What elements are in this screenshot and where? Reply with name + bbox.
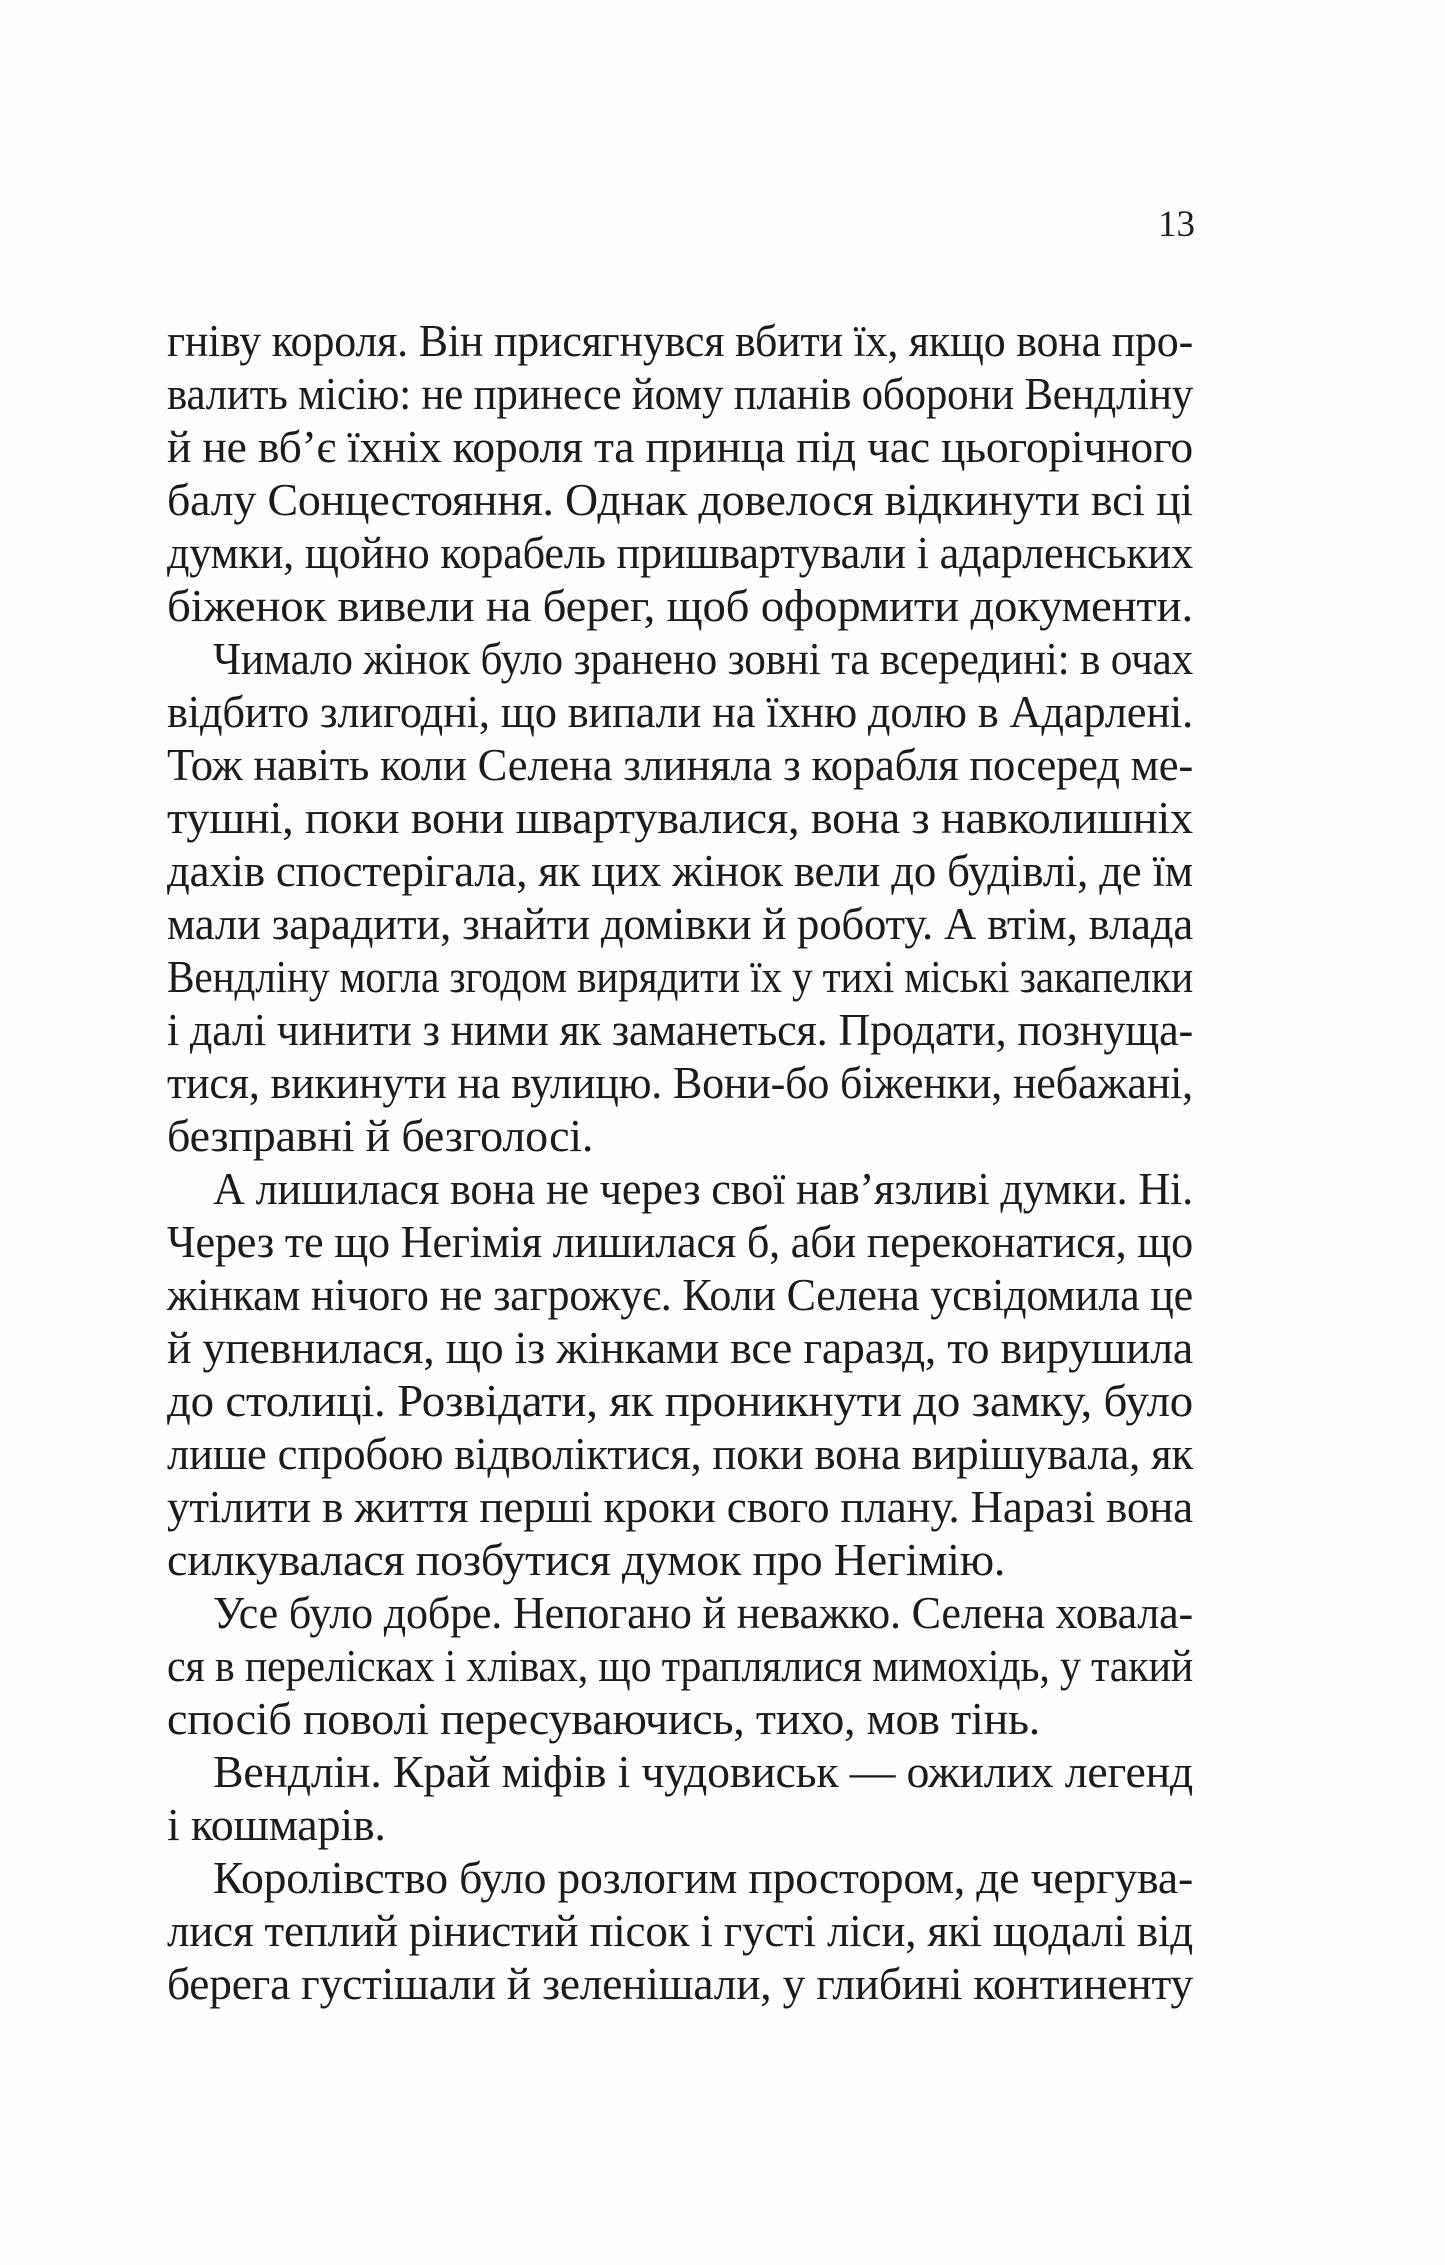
text-line: Королівство було розлогим простором, де чергува- bbox=[213, 1852, 1193, 1903]
text-line: думки, щойно корабель пришвартували і адарленських bbox=[167, 527, 1193, 578]
text-line: і кошмарів. bbox=[167, 1799, 386, 1850]
text-line: берега густішали й зеленішали, у глибині континенту bbox=[167, 1958, 1193, 2009]
text-line: жінкам нічого не загрожує. Коли Селена усвідомила це bbox=[167, 1269, 1193, 1320]
text-line: Чимало жінок було зранено зовні та всередині: в очах bbox=[213, 633, 1193, 684]
text-line: тушні, поки вони швартувалися, вона з навколишніх bbox=[167, 792, 1193, 843]
text-line: безправні й безголосі. bbox=[167, 1110, 594, 1161]
text-line: А лишилася вона не через свої нав’язливі думки. Ні. bbox=[213, 1163, 1193, 1214]
text-line: балу Сонцестояння. Однак довелося відкинути всі ці bbox=[167, 474, 1193, 525]
text-line: Тож навіть коли Селена злиняла з корабля посеред ме- bbox=[167, 739, 1193, 790]
text-line: ся в перелісках і хлівах, що траплялися мимохідь, у такий bbox=[167, 1640, 1193, 1691]
text-line: спосіб поволі пересуваючись, тихо, мов тінь. bbox=[167, 1693, 1041, 1744]
text-line: лися теплий рінистий пісок і густі ліси, які щодалі від bbox=[167, 1905, 1193, 1956]
text-line: мали зарадити, знайти домівки й роботу. А втім, влада bbox=[167, 898, 1193, 949]
text-line: Усе було добре. Непогано й неважко. Селена ховала- bbox=[213, 1587, 1193, 1638]
text-line: біженок вивели на берег, щоб оформити документи. bbox=[167, 580, 1193, 631]
text-line: гніву короля. Він присягнувся вбити їх, якщо вона про- bbox=[167, 315, 1193, 366]
text-line: лише спробою відволіктися, поки вона вирішувала, як bbox=[167, 1428, 1193, 1479]
page-number: 13 bbox=[1158, 204, 1195, 245]
text-line: й не вб’є їхніх короля та принца під час цьогорічного bbox=[167, 421, 1193, 472]
text-line: тися, викинути на вулицю. Вони-бо біженки, небажані, bbox=[167, 1057, 1193, 1108]
text-line: до столиці. Розвідати, як проникнути до замку, було bbox=[167, 1375, 1193, 1426]
text-line: утілити в життя перші кроки свого плану. Наразі вона bbox=[167, 1481, 1193, 1532]
body-text bbox=[167, 314, 1193, 2010]
text-line: Через те що Негімія лишилася б, аби переконатися, що bbox=[167, 1216, 1193, 1267]
text-line: Вендлін. Край міфів і чудовиськ — ожилих легенд bbox=[213, 1746, 1193, 1797]
text-line: валить місію: не принесе йому планів оборони Вендліну bbox=[167, 368, 1193, 419]
text-line: і далі чинити з ними як заманеться. Продати, познуща- bbox=[167, 1004, 1193, 1055]
text-line: відбито злигодні, що випали на їхню долю в Адарлені. bbox=[167, 686, 1193, 737]
text-line: дахів спостерігала, як цих жінок вели до будівлі, де їм bbox=[167, 845, 1193, 896]
text-line: й упевнилася, що із жінками все гаразд, то вирушила bbox=[167, 1322, 1193, 1373]
text-line: силкувалася позбутися думок про Негімію. bbox=[167, 1534, 1006, 1585]
text-line: Вендліну могла згодом вирядити їх у тихі міські закапелки bbox=[167, 951, 1193, 1002]
